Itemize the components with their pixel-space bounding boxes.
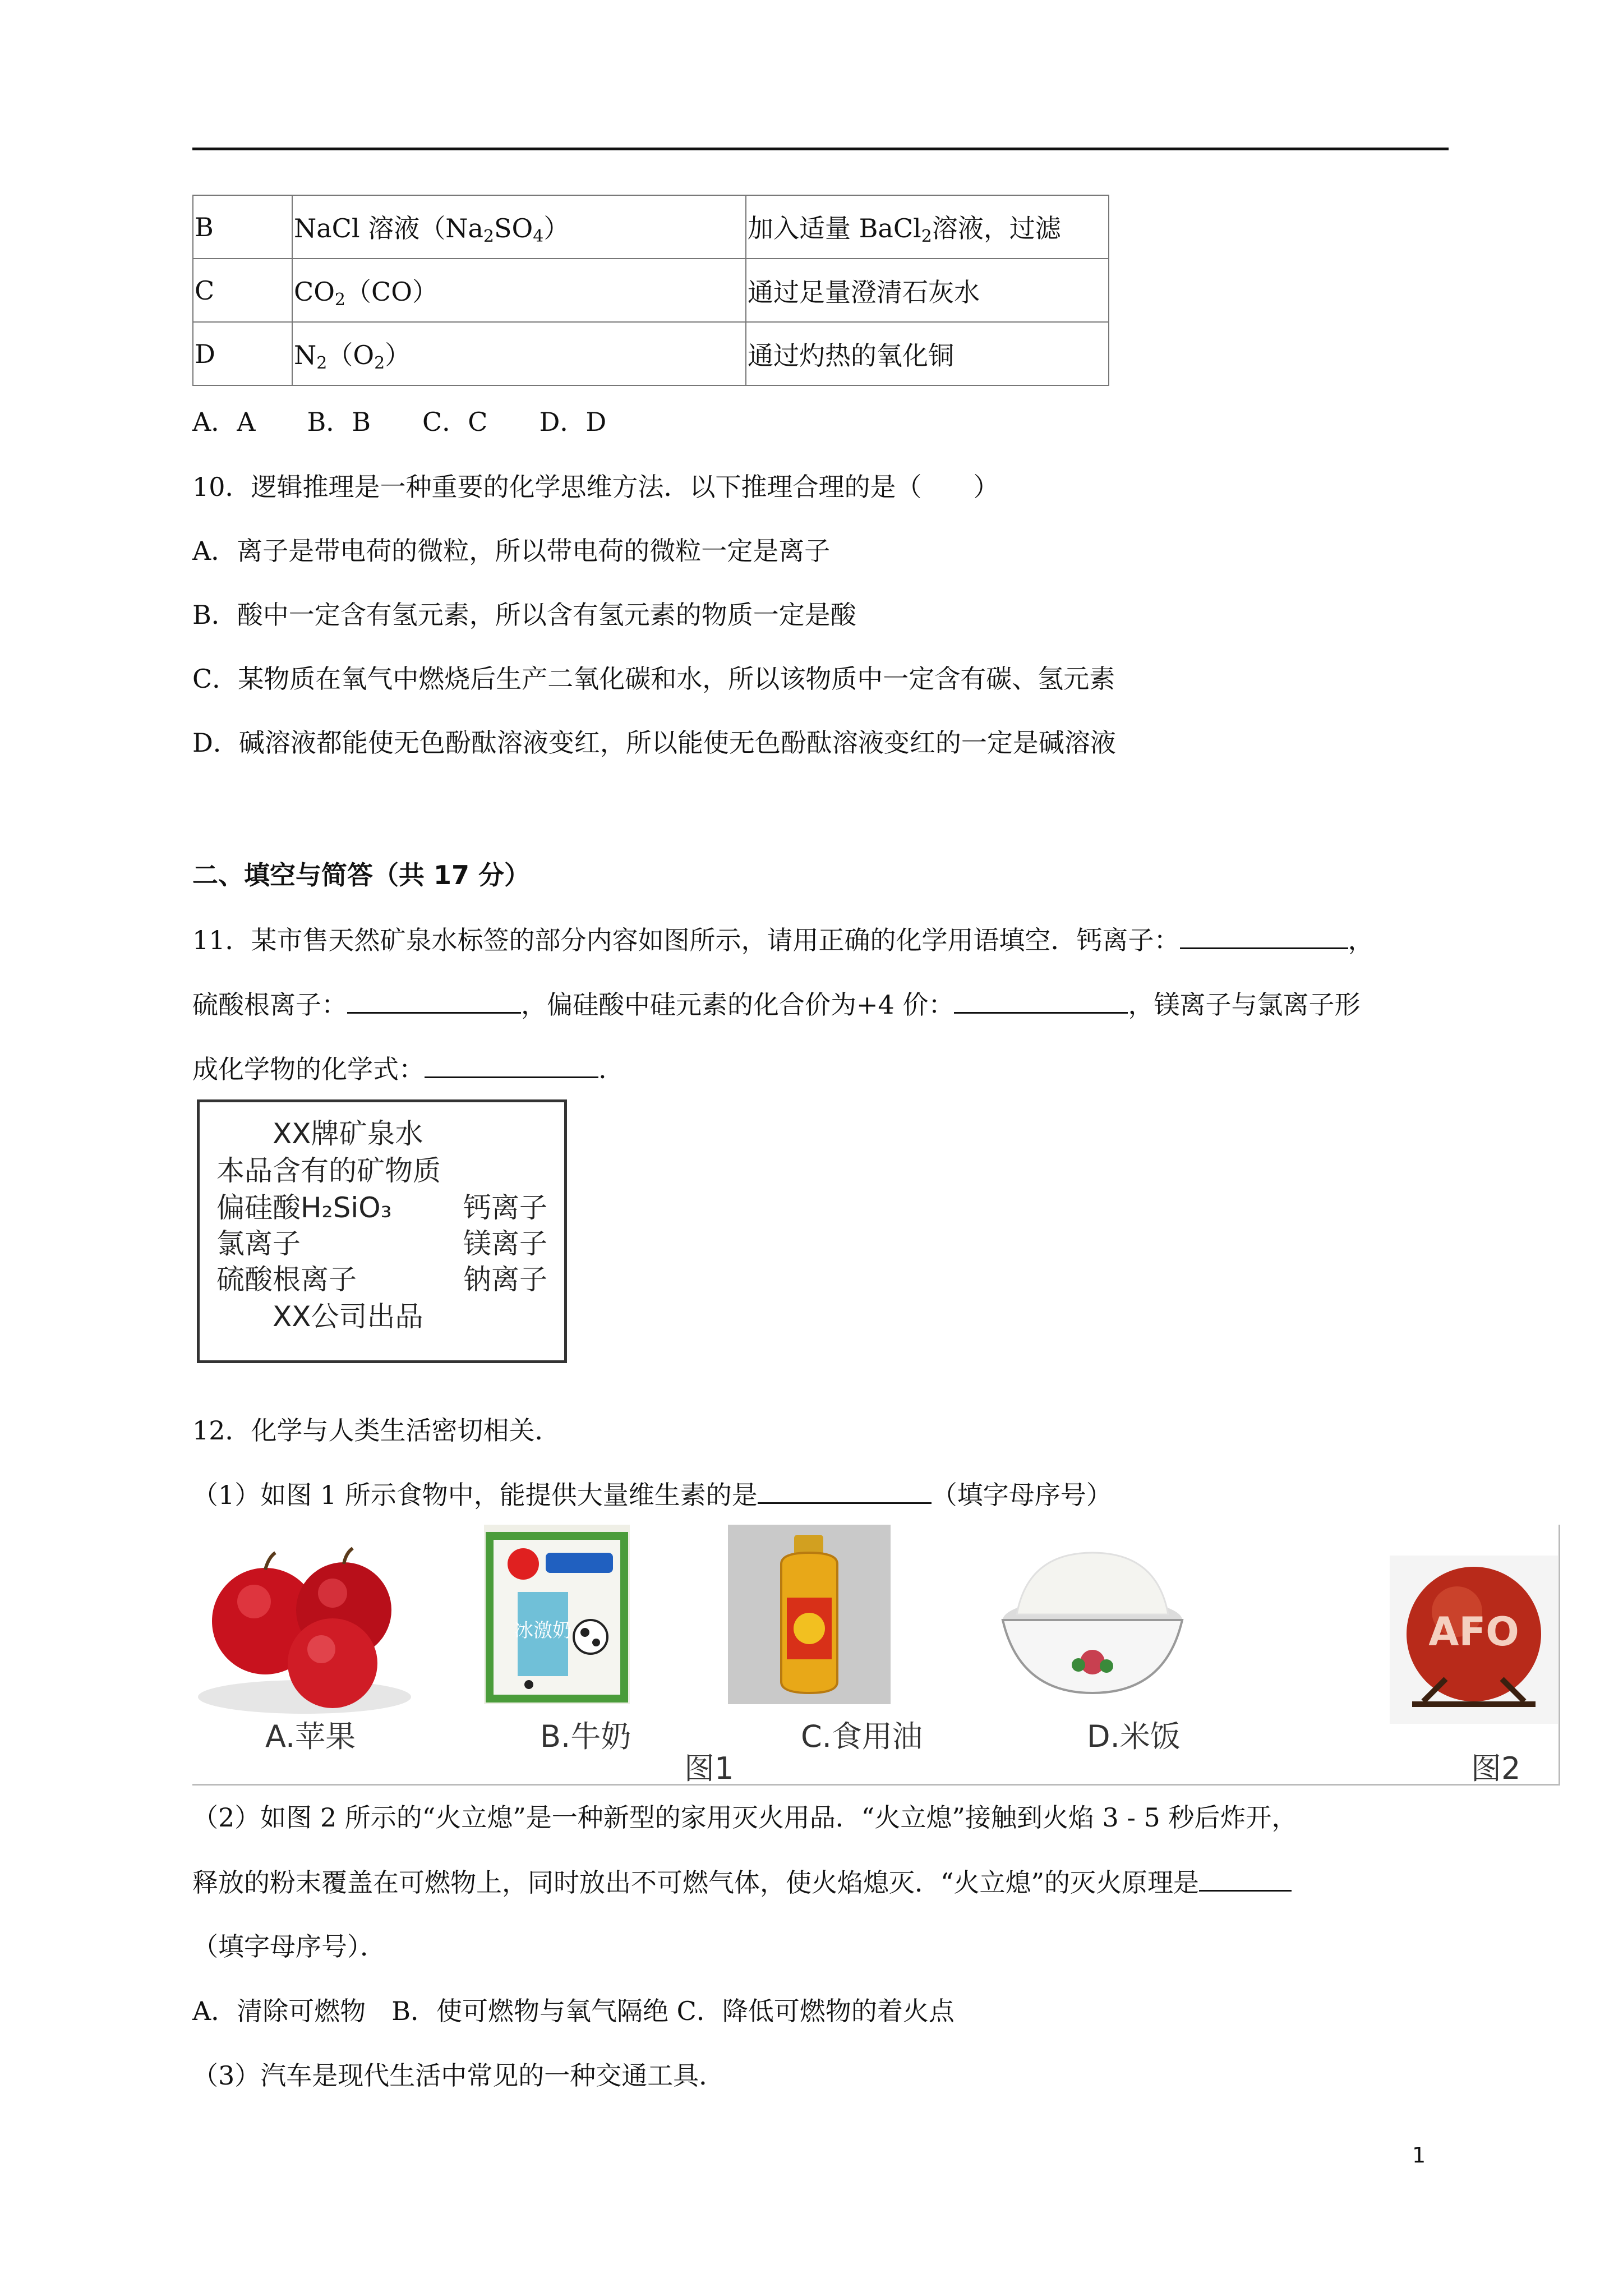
figure-2-label: 图2 — [1471, 1751, 1521, 1786]
q10-option-c: C．某物质在氧气中燃烧后生产二氧化碳和水，所以该物质中一定含有碳、氢元素 — [192, 664, 1115, 694]
label-brand: XX牌矿泉水 — [273, 1117, 423, 1150]
ball-text: AFO — [1428, 1609, 1519, 1655]
cooking-oil-image — [728, 1525, 891, 1704]
caption-apple: A.苹果 — [265, 1719, 356, 1754]
table-row — [193, 259, 1109, 322]
method-cell: 通过灼热的氧化铜 — [746, 322, 1109, 385]
label-metasilicic-acid: 偏硅酸H₂SiO₃ — [216, 1191, 392, 1224]
label-sodium-ion: 钠离子 — [463, 1263, 547, 1296]
q10-option-d: D．碱溶液都能使无色酚酞溶液变红，所以能使无色酚酞溶液变红的一定是碱溶液 — [192, 728, 1116, 758]
page-number: 1 — [1412, 2143, 1426, 2168]
q12-stem: 12．化学与人类生活密切相关． — [192, 1415, 561, 1446]
rice-image — [994, 1542, 1191, 1710]
milk-image — [484, 1525, 630, 1704]
q10-stem: 10．逻辑推理是一种重要的化学思维方法．以下推理合理的是（ ） — [192, 472, 999, 502]
q11-line2: 硫酸根离子： ，偏硅酸中硅元素的化合价为+4 价： ，镁离子与氯离子形 — [192, 987, 1360, 1022]
table-row — [193, 195, 1109, 259]
answer-blank[interactable] — [1199, 1865, 1292, 1892]
q10-option-b: B．酸中一定含有氢元素，所以含有氢元素的物质一定是酸 — [192, 600, 856, 630]
header-rule — [192, 148, 1449, 150]
mineral-water-label — [197, 1099, 567, 1363]
figure-1-2 — [192, 1525, 1560, 1786]
q11-line1: 11．某市售天然矿泉水标签的部分内容如图所示，请用正确的化学用语填空．钙离子： ， — [192, 923, 1374, 957]
q9-options: A．A B．B C．C D．D — [192, 407, 607, 437]
section-heading: 二、填空与简答（共 17 分） — [192, 860, 531, 890]
fire-extinguisher-ball-image — [1390, 1556, 1558, 1724]
milk-box-text: 冰激奶 — [514, 1619, 571, 1642]
q12-part1: （1）如图 1 所示食物中，能提供大量维生素的是 （填字母序号） — [192, 1478, 1112, 1512]
caption-oil: C.食用油 — [801, 1719, 923, 1754]
answer-blank[interactable] — [954, 987, 1128, 1014]
answer-blank[interactable] — [425, 1052, 598, 1078]
q10-option-a: A．离子是带电荷的微粒，所以带电荷的微粒一定是离子 — [192, 536, 831, 566]
label-chloride-ion: 氯离子 — [216, 1227, 301, 1260]
label-magnesium-ion: 镁离子 — [463, 1227, 547, 1260]
separation-table — [192, 195, 1109, 386]
answer-blank[interactable] — [347, 987, 521, 1014]
caption-milk: B.牛奶 — [540, 1719, 631, 1754]
answer-blank[interactable] — [758, 1478, 932, 1504]
method-cell: 加入适量 BaCl$_2$溶液，过滤 — [746, 195, 1109, 259]
option-cell: B — [193, 195, 292, 259]
q12-part2-line3: （填字母序号）． — [192, 1931, 386, 1962]
label-company: XX公司出品 — [273, 1300, 423, 1333]
table-row — [193, 322, 1109, 385]
q12-part2-line1: （2）如图 2 所示的“火立熄”是一种新型的家用灭火用品．“火立熄”接触到火焰 3 - 5 秒后炸开， — [192, 1802, 1298, 1833]
apple-image — [192, 1537, 417, 1717]
answer-blank[interactable] — [1180, 923, 1348, 949]
q11-line3: 成化学物的化学式： . — [192, 1052, 607, 1086]
substance-cell: NaCl 溶液$(Na_2SO_4)$ — [292, 195, 746, 259]
label-calcium-ion: 钙离子 — [463, 1191, 547, 1224]
q12-part2-options: A．清除可燃物 B．使可燃物与氧气隔绝 C．降低可燃物的着火点 — [192, 1996, 955, 2026]
q12-part3: （3）汽车是现代生活中常见的一种交通工具． — [192, 2060, 725, 2091]
label-heading: 本品含有的矿物质 — [216, 1154, 441, 1187]
figure-1-label: 图1 — [684, 1751, 734, 1786]
option-cell: C — [193, 259, 292, 322]
q12-part2-line2: 释放的粉末覆盖在可燃物上，同时放出不可燃气体，使火焰熄灭．“火立熄”的灭火原理是 — [192, 1865, 1292, 1899]
caption-rice: D.米饭 — [1087, 1719, 1181, 1754]
option-cell: D — [193, 322, 292, 385]
substance-cell: $N_2(O_2)$ — [292, 322, 746, 385]
substance-cell: $CO_2(CO)$ — [292, 259, 746, 322]
label-sulfate-ion: 硫酸根离子 — [216, 1263, 357, 1296]
method-cell: 通过足量澄清石灰水 — [746, 259, 1109, 322]
